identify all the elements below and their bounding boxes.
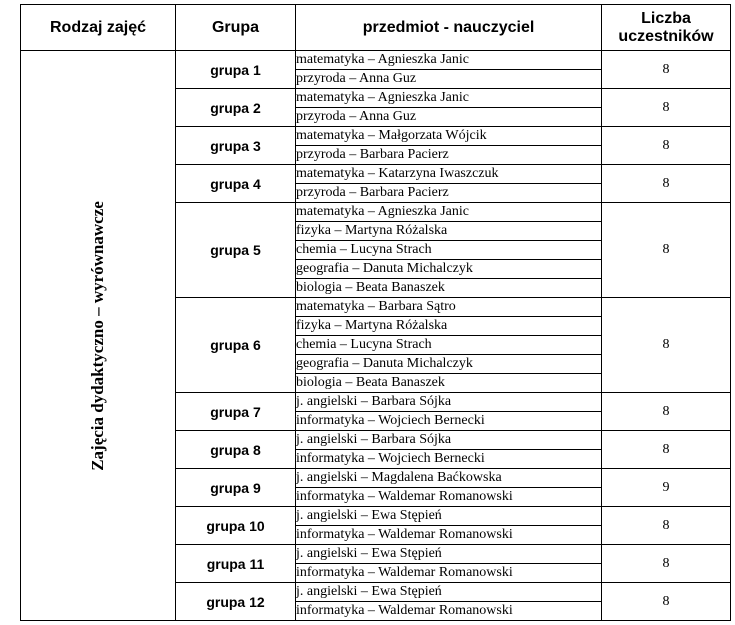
participant-count: 8 [602,127,731,165]
participant-count: 8 [602,89,731,127]
subject-teacher: fizyka – Martyna Różalska [296,317,602,336]
subject-teacher: matematyka – Barbara Sątro [296,298,602,317]
header-group: Grupa [176,5,296,51]
subject-teacher: informatyka – Wojciech Bernecki [296,412,602,431]
group-name: grupa 6 [176,298,296,393]
participant-count: 8 [602,298,731,393]
table-row [21,51,731,70]
subject-teacher: przyroda – Anna Guz [296,70,602,89]
group-name: grupa 5 [176,203,296,298]
group-name: grupa 4 [176,165,296,203]
participant-count: 8 [602,583,731,621]
subject-teacher: informatyka – Waldemar Romanowski [296,526,602,545]
group-name: grupa 1 [176,51,296,89]
participant-count: 8 [602,431,731,469]
subject-teacher: informatyka – Waldemar Romanowski [296,488,602,507]
subject-teacher: j. angielski – Barbara Sójka [296,393,602,412]
activity-type-cell [21,51,176,621]
subject-teacher: j. angielski – Barbara Sójka [296,431,602,450]
participant-count: 8 [602,393,731,431]
schedule-table [20,4,731,621]
header-type: Rodzaj zajęć [21,5,176,51]
subject-teacher: matematyka – Agnieszka Janic [296,89,602,108]
subject-teacher: j. angielski – Ewa Stępień [296,507,602,526]
subject-teacher: biologia – Beata Banaszek [296,279,602,298]
subject-teacher: geografia – Danuta Michalczyk [296,260,602,279]
participant-count: 8 [602,203,731,298]
subject-teacher: chemia – Lucyna Strach [296,336,602,355]
group-name: grupa 10 [176,507,296,545]
subject-teacher: matematyka – Agnieszka Janic [296,51,602,70]
subject-teacher: j. angielski – Ewa Stępień [296,583,602,602]
subject-teacher: matematyka – Małgorzata Wójcik [296,127,602,146]
subject-teacher: geografia – Danuta Michalczyk [296,355,602,374]
subject-teacher: fizyka – Martyna Różalska [296,222,602,241]
participant-count: 9 [602,469,731,507]
header-count-line1: Liczba [641,9,691,27]
subject-teacher: przyroda – Anna Guz [296,108,602,127]
subject-teacher: przyroda – Barbara Pacierz [296,146,602,165]
group-name: grupa 7 [176,393,296,431]
subject-teacher: chemia – Lucyna Strach [296,241,602,260]
group-name: grupa 3 [176,127,296,165]
subject-teacher: przyroda – Barbara Pacierz [296,184,602,203]
subject-teacher: informatyka – Waldemar Romanowski [296,602,602,621]
header-subject: przedmiot - nauczyciel [296,5,602,51]
subject-teacher: informatyka – Wojciech Bernecki [296,450,602,469]
subject-teacher: matematyka – Agnieszka Janic [296,203,602,222]
subject-teacher: j. angielski – Ewa Stępień [296,545,602,564]
group-name: grupa 2 [176,89,296,127]
group-name: grupa 12 [176,583,296,621]
table-body [21,51,731,621]
participant-count: 8 [602,51,731,89]
subject-teacher: informatyka – Waldemar Romanowski [296,564,602,583]
subject-teacher: j. angielski – Magdalena Baćkowska [296,469,602,488]
header-row [21,5,731,51]
group-name: grupa 11 [176,545,296,583]
participant-count: 8 [602,165,731,203]
group-name: grupa 9 [176,469,296,507]
header-count-line2: uczestników [618,27,714,45]
header-count [602,5,731,51]
participant-count: 8 [602,545,731,583]
subject-teacher: biologia – Beata Banaszek [296,374,602,393]
participant-count: 8 [602,507,731,545]
subject-teacher: matematyka – Katarzyna Iwaszczuk [296,165,602,184]
group-name: grupa 8 [176,431,296,469]
activity-type-label: Zajęcia dydaktyczno – wyrównawcze [88,200,107,471]
